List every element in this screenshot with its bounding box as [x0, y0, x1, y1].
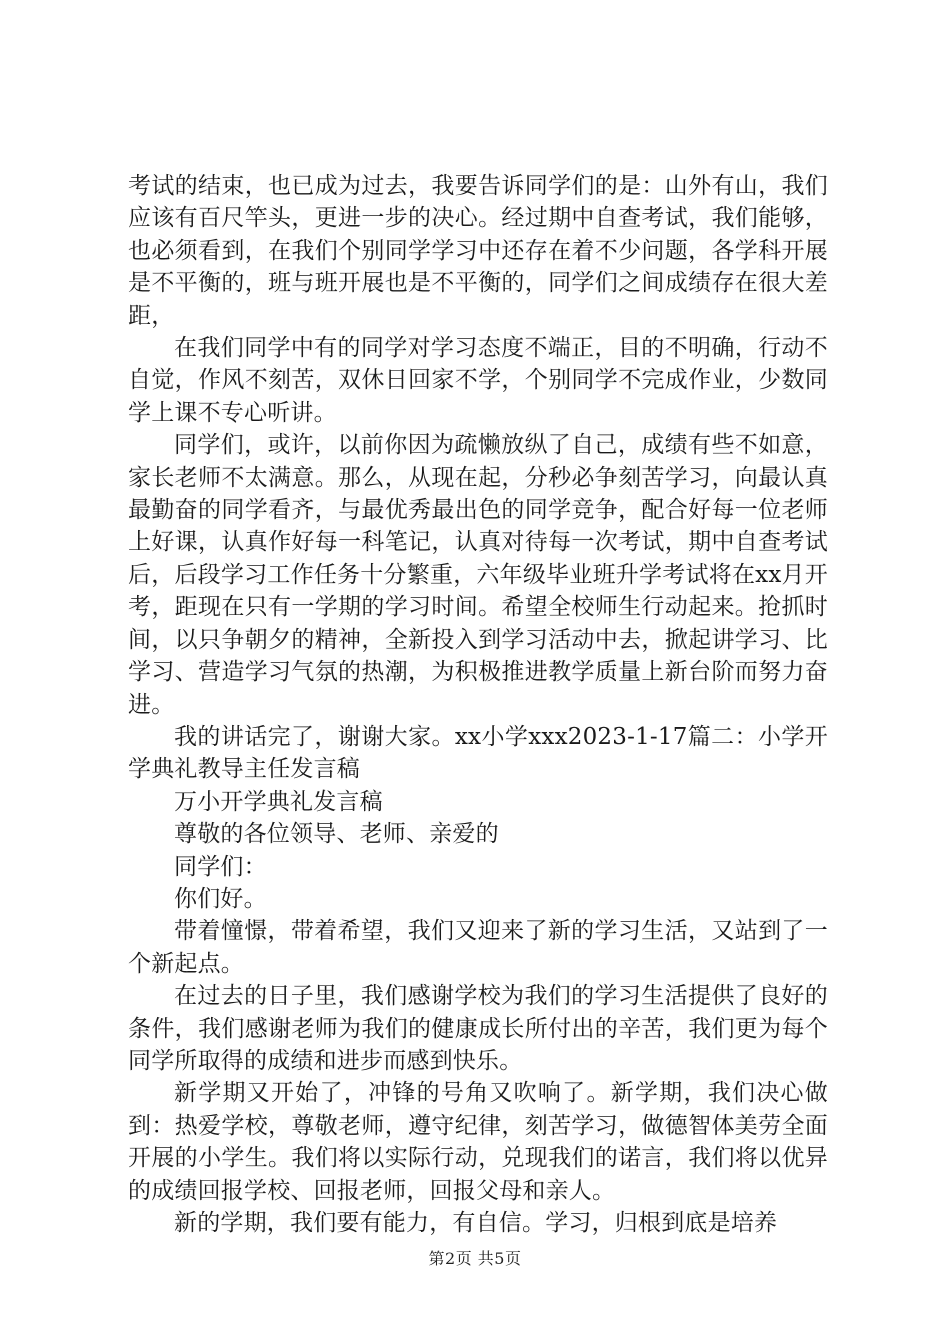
paragraph: 带着憧憬，带着希望，我们又迎来了新的学习生活，又站到了一个新起点。 [128, 918, 828, 977]
paragraph: 新的学期，我们要有能力，有自信。学习，归根到底是培养 [174, 1210, 778, 1236]
document-body [128, 170, 828, 1239]
paragraph: 同学们： [174, 853, 267, 880]
paragraph: 同学们，或许，以前你因为疏懒放纵了自己，成绩有些不如意，家长老师不太满意。那么，从现在起，分秒必争刻苦学习，向最认真最勤奋的同学看齐，与最优秀最出色的同学竞争，配合好每一位老师上好课，认真作好每一科笔记，认真对待每一次考试，期中自查考试后，后段学习工作任务十分繁重，六年级毕业班升学考试将在xx月开考，距现在只有一学期的学习时间。希望全校师生行动起来。抢抓时间，以只争朝夕的精神，全新投入到学习活动中去，掀起讲学习、比学习、营造学习气氛的热潮，为积极推进教学质量上新台阶而努力奋进。 [128, 432, 828, 718]
paragraph: 尊敬的各位领导、老师、亲爱的 [174, 821, 499, 848]
paragraph: 在过去的日子里，我们感谢学校为我们的学习生活提供了良好的条件，我们感谢老师为我们的健康成长所付出的辛苦，我们更为每个同学所取得的成绩和进步而感到快乐。 [128, 983, 828, 1074]
paragraph: 考试的结束，也已成为过去，我要告诉同学们的是：山外有山，我们应该有百尺竿头，更进一步的决心。经过期中自查考试，我们能够，也必须看到，在我们个别同学学习中还存在着不少问题，各学科开展是不平衡的，班与班开展也是不平衡的，同学们之间成绩存在很大差距， [128, 173, 828, 329]
paragraph: 在我们同学中有的同学对学习态度不端正，目的不明确，行动不自觉，作风不刻苦，双休日回家不学，个别同学不完成作业，少数同学上课不专心听讲。 [128, 335, 828, 426]
paragraph: 万小开学典礼发言稿 [174, 788, 383, 815]
paragraph: 你们好。 [174, 885, 267, 912]
paragraph: 我的讲话完了，谢谢大家。xx小学xxx2023-1-17篇二：小学开学典礼教导主任发言稿 [128, 723, 828, 783]
page-number-footer: 第2页 共5页 [428, 1249, 522, 1268]
paragraph: 新学期又开始了，冲锋的号角又吹响了。新学期，我们决心做到：热爱学校，尊敬老师，遵守纪律，刻苦学习，做德智体美劳全面开展的小学生。我们将以实际行动，兑现我们的诺言，我们将以优异的成绩回报学校、回报老师，回报父母和亲人。 [128, 1080, 828, 1204]
